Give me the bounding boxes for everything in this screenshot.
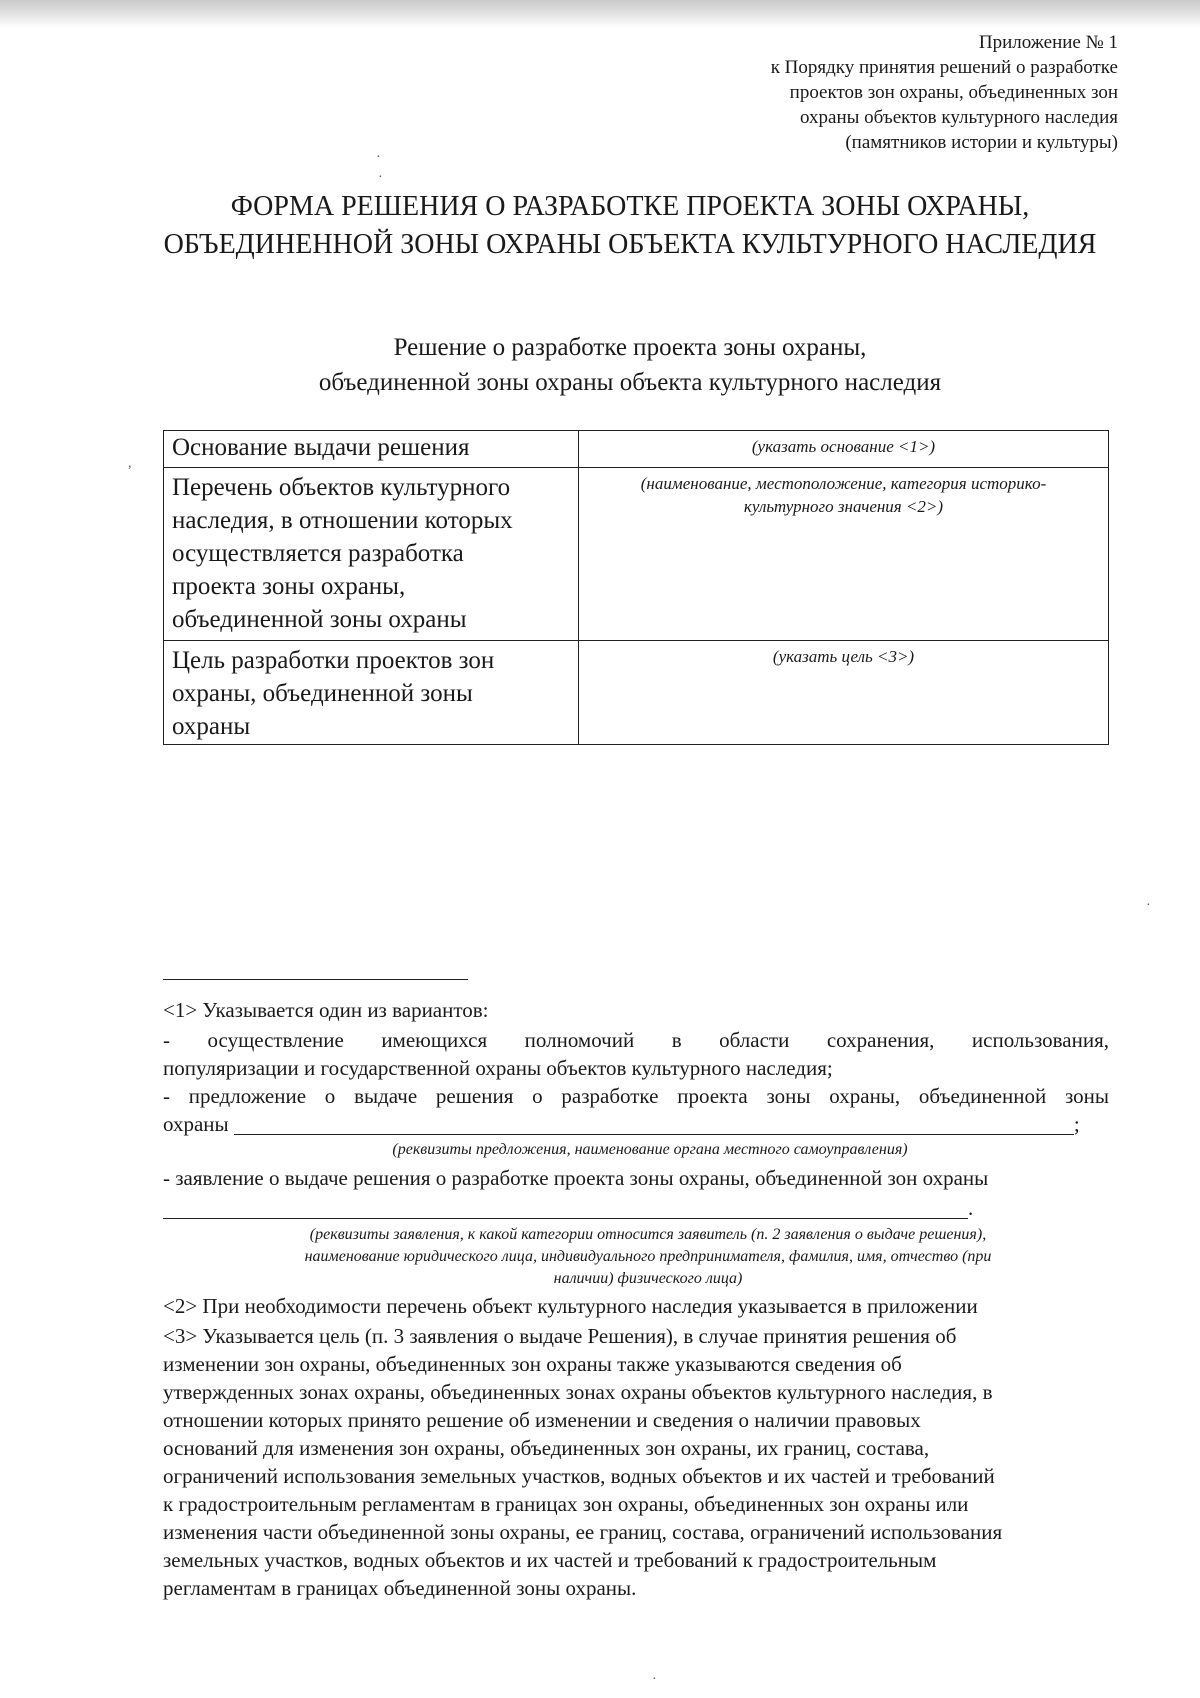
decision-title bbox=[80, 330, 1180, 400]
scan-speck: · bbox=[652, 1672, 657, 1687]
footnote-caption bbox=[183, 1224, 1113, 1290]
footnote-2: <2> При необходимости перечень объект культурного наследия указывается в приложении bbox=[163, 1294, 978, 1318]
scan-edge-shadow bbox=[0, 0, 1200, 28]
decision-title-line: Решение о разработке проекта зоны охраны, bbox=[393, 334, 867, 361]
footnote-1-option-2-line: - предложение о выдаче решения о разработке проекта зоны охраны, объединенной зоны bbox=[163, 1084, 1109, 1108]
scan-speck: , bbox=[128, 456, 132, 471]
row-label bbox=[164, 468, 579, 641]
footnote-text: . bbox=[968, 1196, 974, 1220]
footnote-1-option-1-line: - осуществление имеющихся полномочий в области сохранения, использования, bbox=[163, 1028, 1109, 1052]
row-label-line: проекта зоны охраны, bbox=[172, 573, 406, 600]
scan-speck: · bbox=[376, 150, 381, 165]
form-title-line: ФОРМА РЕШЕНИЯ О РАЗРАБОТКЕ ПРОЕКТА ЗОНЫ ОХРАНЫ, bbox=[230, 191, 1030, 222]
footnote-caption: (реквизиты предложения, наименование органа местного самоуправления) bbox=[392, 1141, 908, 1158]
footnote-separator bbox=[163, 979, 468, 980]
row-label-line: наследия, в отношении которых bbox=[172, 507, 513, 534]
footnote-text: ; bbox=[1073, 1112, 1080, 1136]
row-label-line: объединенной зоны охраны bbox=[172, 606, 467, 633]
footnote-1-option-3-line: - заявление о выдаче решения о разработке проекта зоны охраны, объединенной зон охраны bbox=[163, 1166, 989, 1190]
footnote-3-line: изменении зон охраны, объединенных зон охраны также указываются сведения об bbox=[163, 1352, 902, 1376]
footnote-3-line: к градостроительным регламентам в границах зон охраны, объединенных зон охраны или bbox=[163, 1492, 969, 1516]
row-value-placeholder: (наименование, местоположение, категория историко-культурного значения <2>) bbox=[579, 468, 1109, 641]
row-label-line: охраны bbox=[172, 713, 251, 740]
form-title-line: ОБЪЕДИНЕННОЙ ЗОНЫ ОХРАНЫ ОБЪЕКТА КУЛЬТУРНОГО НАСЛЕДИЯ bbox=[163, 229, 1097, 260]
decision-title-line: объединенной зоны охраны объекта культурного наследия bbox=[318, 369, 942, 396]
footnote-3-line: земельных участков, водных объектов и их частей и требований к градостроительным bbox=[163, 1548, 937, 1572]
row-label-line: охраны, объединенной зоны bbox=[172, 680, 473, 707]
footnote-3-line: отношении которых принято решение об изменении и сведения о наличии правовых bbox=[163, 1408, 921, 1432]
table-row bbox=[164, 468, 1109, 641]
footnote-1-intro: <1> Указывается один из вариантов: bbox=[163, 998, 489, 1022]
footnote-1-option-2-fill bbox=[163, 1110, 1109, 1138]
row-value-placeholder: (указать основание <1>) bbox=[579, 431, 1109, 468]
row-label bbox=[164, 641, 579, 745]
scan-speck: · bbox=[1146, 898, 1151, 913]
appendix-line: (памятников истории и культуры) bbox=[845, 132, 1118, 153]
row-label-line: Основание выдачи решения bbox=[172, 434, 470, 461]
footnote-caption-line: наименование юридического лица, индивидуального предпринимателя, фамилия, имя, отчество (при bbox=[304, 1248, 992, 1265]
row-label-line: Перечень объектов культурного bbox=[172, 474, 511, 501]
decision-form-table bbox=[163, 430, 1109, 745]
footnote-3-line: ограничений использования земельных участков, водных объектов и их частей и требований bbox=[163, 1464, 995, 1488]
table-row bbox=[164, 431, 1109, 468]
row-label-line: осуществляется разработка bbox=[172, 540, 464, 567]
blank-fill-line bbox=[163, 1196, 968, 1219]
footnote-3-line: изменения части объединенной зоны охраны, ее границ, состава, ограничений использования bbox=[163, 1520, 1003, 1544]
footnote-1-option-1-line: популяризации и государственной охраны объектов культурного наследия; bbox=[163, 1056, 833, 1080]
row-label bbox=[164, 431, 579, 468]
footnote-1-option-3-fill bbox=[163, 1194, 1109, 1222]
footnote-text: охраны bbox=[163, 1112, 229, 1136]
footnote-3-line: утвержденных зонах охраны, объединенных зонах охраны объектов культурного наследия, в bbox=[163, 1380, 993, 1404]
footnote-3 bbox=[163, 1322, 1113, 1602]
footnote-3-line: регламентам в границах объединенной зоны охраны. bbox=[163, 1576, 637, 1600]
appendix-line: охраны объектов культурного наследия bbox=[800, 107, 1118, 128]
form-title bbox=[60, 188, 1200, 264]
scan-speck: · bbox=[378, 170, 383, 185]
footnote-3-line: оснований для изменения зон охраны, объединенных зон охраны, их границ, состава, bbox=[163, 1436, 930, 1460]
footnote-caption-line: наличии) физического лица) bbox=[553, 1270, 743, 1287]
blank-fill-line bbox=[234, 1112, 1074, 1135]
appendix-line: к Порядку принятия решений о разработке bbox=[770, 57, 1118, 78]
row-value-placeholder: (указать цель <3>) bbox=[579, 641, 1109, 745]
appendix-header bbox=[771, 30, 1118, 155]
appendix-line: Приложение № 1 bbox=[978, 32, 1118, 53]
table-row bbox=[164, 641, 1109, 745]
row-label-line: Цель разработки проектов зон bbox=[172, 647, 495, 674]
footnote-3-line: <3> Указывается цель (п. 3 заявления о выдаче Решения), в случае принятия решения об bbox=[163, 1324, 957, 1348]
footnote-caption-line: (реквизиты заявления, к какой категории относится заявитель (п. 2 заявления о выдаче решения), bbox=[309, 1226, 987, 1243]
appendix-line: проектов зон охраны, объединенных зон bbox=[789, 82, 1118, 103]
